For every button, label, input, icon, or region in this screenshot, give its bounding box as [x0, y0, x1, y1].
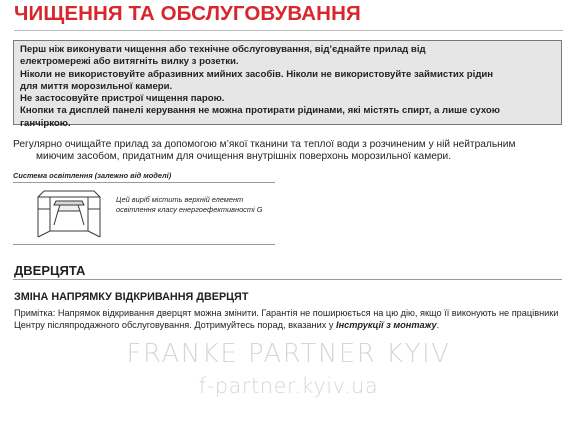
lighting-system-label: Система освітлення (залежно від моделі) — [13, 171, 172, 180]
safety-warning-box — [13, 40, 562, 129]
warning-line: електромережі або витягніть вилку з розетки. — [20, 56, 239, 68]
cleaning-paragraph — [13, 139, 569, 164]
watermark-title: FRANKE PARTNER KYIV — [126, 339, 451, 369]
section-divider — [13, 279, 562, 280]
title-divider — [14, 30, 563, 31]
cleaning-line: Регулярно очищайте прилад за допомогою м’якої тканини та теплої води з розчиненим у ній нейтральним — [13, 139, 516, 150]
warning-line: для миття морозильної камери. — [20, 80, 173, 92]
figure-divider-bottom — [13, 244, 275, 245]
note-end: . — [436, 320, 440, 331]
warning-line: Кнопки та дисплей панелі керування не можна протирати рідинами, які містять спирт, а лише сухою — [20, 105, 500, 117]
page-title: ЧИЩЕННЯ ТА ОБСЛУГОВУВАННЯ — [14, 2, 361, 25]
cleaning-line: миючим засобом, придатним для очищення внутрішніх поверхонь морозильної камери. — [36, 151, 452, 163]
watermark-url: f-partner.kyiv.ua — [198, 374, 379, 398]
caption-line: Цей виріб містить верхній елемент — [116, 195, 244, 204]
figure-caption — [116, 195, 262, 215]
note-text: Примітка: Напрямок відкривання дверцят можна змінити. Гарантія не поширюється на цю дію, якщо її виконують не працівники Центру післяпродажного обслуговування. Дотримуйтесь порад, вказаних у — [14, 308, 559, 331]
caption-line: освітлення класу енергоефективності G — [116, 205, 263, 214]
warning-line: Ніколи не використовуйте абразивних мийних засобів. Ніколи не використовуйте займистих рідин — [20, 68, 494, 80]
installation-guide-reference: Інструкції з монтажу — [336, 320, 437, 331]
figure-divider-top — [13, 182, 275, 183]
door-section-heading: ДВЕРЦЯТА — [14, 263, 86, 278]
door-note — [14, 307, 559, 332]
warning-line: ганчіркою. — [20, 117, 71, 129]
door-reversal-heading: ЗМІНА НАПРЯМКУ ВІДКРИВАННЯ ДВЕРЦЯТ — [14, 291, 249, 303]
freezer-light-illustration — [30, 185, 112, 243]
warning-line: Не застосовуйте пристрої чищення парою. — [20, 93, 225, 105]
warning-line: Перш ніж виконувати чищення або технічне обслуговування, від’єднайте прилад від — [20, 44, 426, 55]
